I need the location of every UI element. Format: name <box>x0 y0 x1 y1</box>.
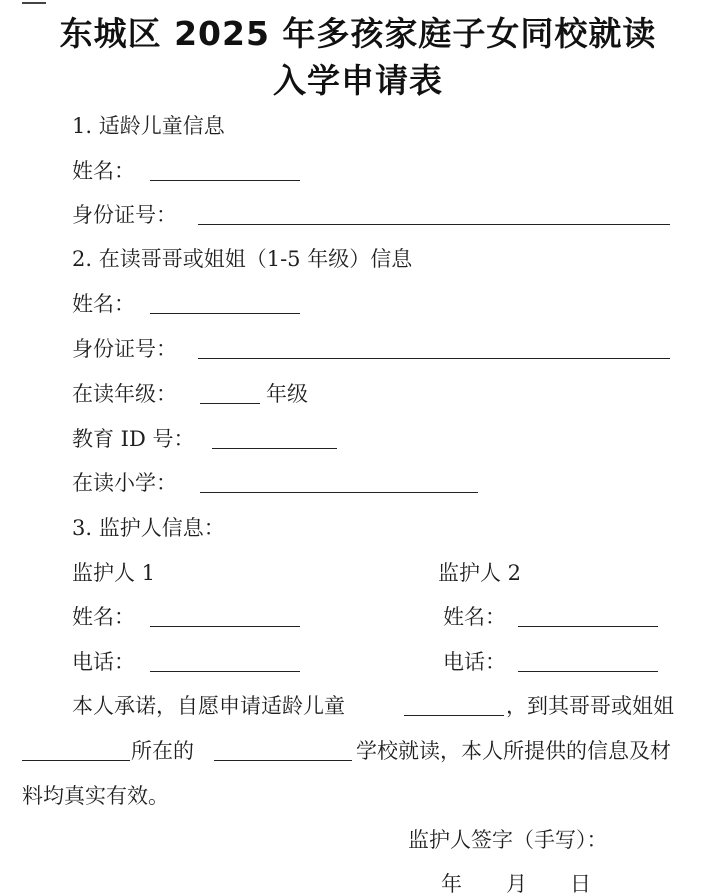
sibling-id-field[interactable] <box>198 358 670 359</box>
sibling-id-label: 身份证号： <box>72 337 177 361</box>
pledge-text-part4: 学校就读，本人所提供的信息及材 <box>356 739 671 763</box>
sibling-edu-id-label: 教育 ID 号： <box>72 427 195 451</box>
form-title-line2: 入学申请表 <box>273 61 443 100</box>
pledge-text-part1: 本人承诺，自愿申请适龄儿童 <box>72 694 345 718</box>
child-name-label: 姓名： <box>72 159 135 183</box>
guardian2-phone-field[interactable] <box>518 671 658 672</box>
pledge-text-part5: 料均真实有效。 <box>22 784 169 808</box>
guardian1-phone-label: 电话： <box>72 650 135 674</box>
guardian2-phone-label: 电话： <box>443 650 506 674</box>
sibling-school-field[interactable] <box>200 492 478 493</box>
pledge-text-part2: ，到其哥哥或姐姐 <box>506 694 674 718</box>
section1-heading: 1. 适龄儿童信息 <box>72 114 225 138</box>
pledge-school-field[interactable] <box>214 760 352 761</box>
section3-heading: 3. 监护人信息： <box>72 516 225 540</box>
sibling-grade-label: 在读年级： <box>72 382 177 406</box>
guardian2-title: 监护人 2 <box>438 561 522 585</box>
form-title-line1: 东城区 2025 年多孩家庭子女同校就读 <box>59 14 657 53</box>
child-id-field[interactable] <box>198 224 670 225</box>
date-day-label: 日 <box>570 872 591 893</box>
child-id-label: 身份证号： <box>72 203 177 227</box>
pledge-sibling-name-field[interactable] <box>22 760 130 761</box>
sibling-grade-field[interactable] <box>200 403 260 404</box>
pledge-child-name-field[interactable] <box>404 715 504 716</box>
sibling-grade-suffix: 年级 <box>266 382 308 406</box>
guardian2-name-label: 姓名： <box>443 605 506 629</box>
sibling-edu-id-field[interactable] <box>212 448 337 449</box>
guardian1-name-field[interactable] <box>150 626 300 627</box>
child-name-field[interactable] <box>150 180 300 181</box>
date-month-label: 月 <box>506 872 527 893</box>
date-year-label: 年 <box>441 872 462 893</box>
guardian2-name-field[interactable] <box>518 626 658 627</box>
section2-heading: 2. 在读哥哥或姐姐（1-5 年级）信息 <box>72 247 413 271</box>
pledge-text-part3: 所在的 <box>131 739 194 763</box>
sibling-name-label: 姓名： <box>72 292 135 316</box>
sibling-school-label: 在读小学： <box>72 471 177 495</box>
top-edge-mark <box>22 0 46 4</box>
guardian1-title: 监护人 1 <box>72 561 156 585</box>
guardian1-name-label: 姓名： <box>72 605 135 629</box>
guardian1-phone-field[interactable] <box>150 671 300 672</box>
sibling-name-field[interactable] <box>150 313 300 314</box>
signature-label: 监护人签字（手写）： <box>408 828 608 852</box>
